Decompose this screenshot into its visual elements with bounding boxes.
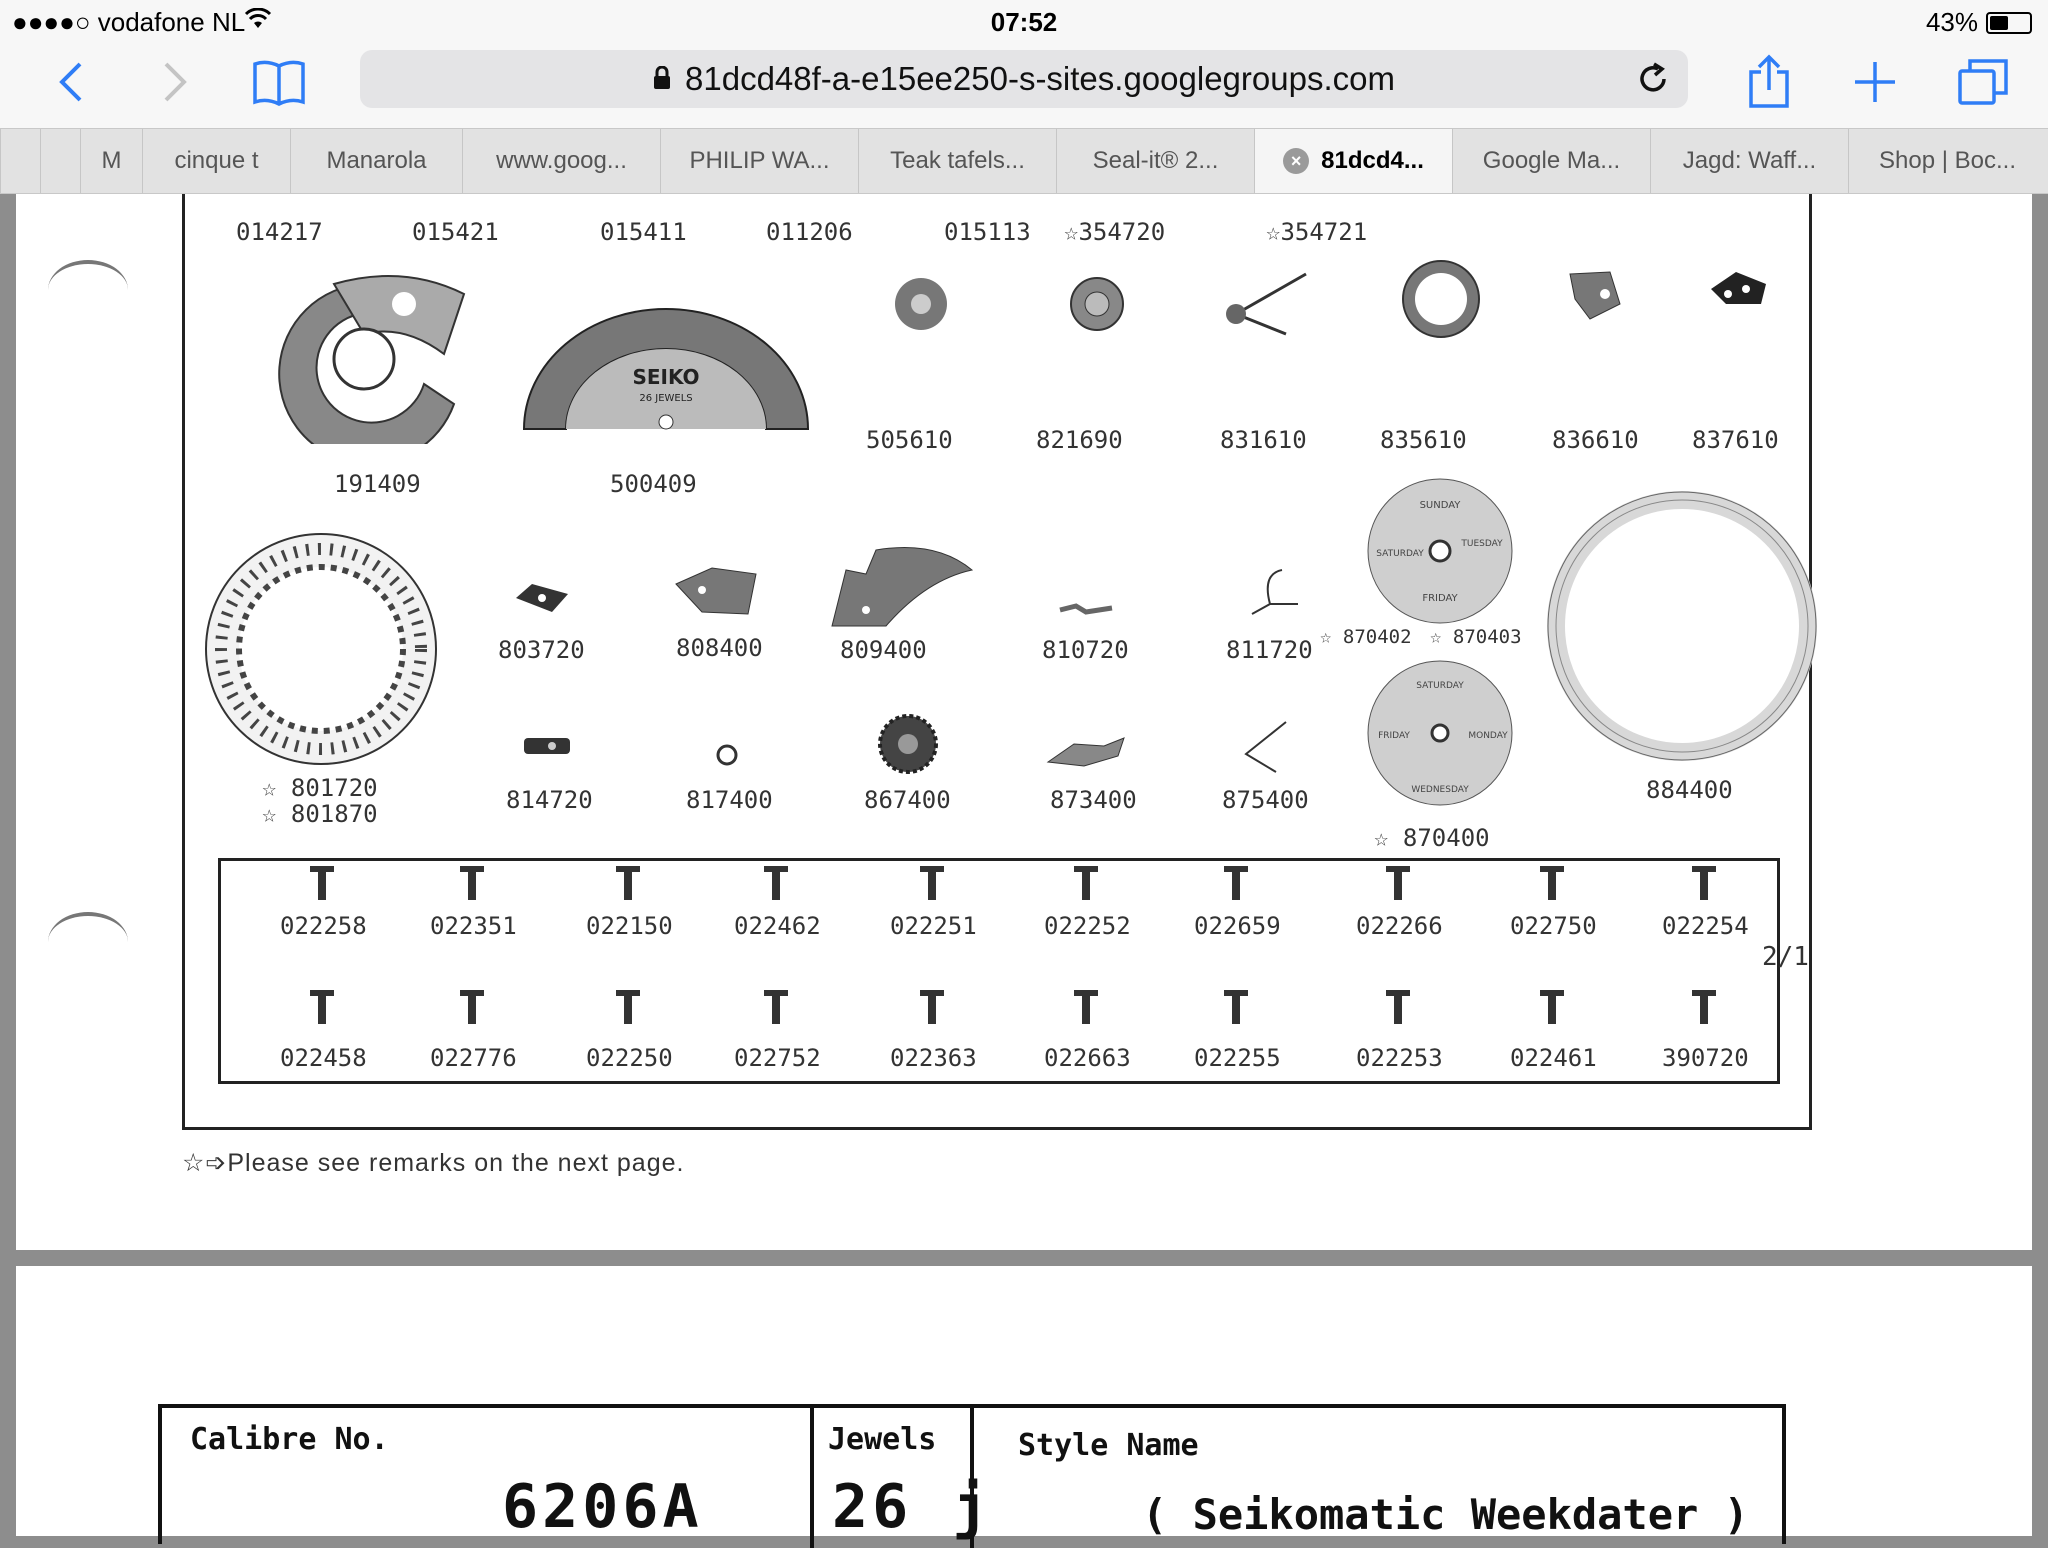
oscillating-weight-bridge [254, 264, 484, 444]
rivet-part [452, 860, 492, 904]
ring-plate [1396, 254, 1486, 344]
rivet-number: 022363 [890, 1044, 977, 1072]
tab-seal-it[interactable]: Seal-it® 2... [1056, 129, 1254, 193]
jewels-label: Jewels [828, 1422, 937, 1457]
address-bar[interactable] [360, 50, 1688, 108]
part-number: 814720 [506, 786, 593, 814]
part-number: 867400 [864, 786, 951, 814]
rivet-part [1378, 860, 1418, 904]
back-button[interactable] [36, 50, 106, 114]
jewels-value: 26 j [832, 1472, 993, 1542]
calibre-label: Calibre No. [190, 1422, 389, 1457]
angled-lever [1044, 732, 1128, 772]
rivet-number: 022458 [280, 1044, 367, 1072]
tabs-overview-button[interactable] [1948, 50, 2018, 114]
share-button[interactable] [1734, 50, 1804, 114]
small-ring [712, 740, 742, 770]
rivet-part [1684, 860, 1724, 904]
part-number: ☆354721 [1266, 218, 1368, 246]
rivet-part [608, 860, 648, 904]
svg-text:WEDNESDAY: WEDNESDAY [1411, 785, 1469, 795]
wire-spring [1242, 564, 1302, 624]
rivet-number: 022150 [586, 912, 673, 940]
reload-icon[interactable] [1636, 62, 1670, 104]
date-dial [196, 524, 446, 774]
wheel [1062, 274, 1132, 334]
binder-hole-mark [48, 912, 128, 972]
rivet-number: 022253 [1356, 1044, 1443, 1072]
rivet-number: 022254 [1662, 912, 1749, 940]
svg-text:SATURDAY: SATURDAY [1416, 681, 1464, 691]
url-text: 81dcd48f-a-e15ee250-s-sites.googlegroups.com [685, 60, 1395, 97]
rivet-number: 022351 [430, 912, 517, 940]
rivet-number: 022663 [1044, 1044, 1131, 1072]
battery-percent: 43% [1925, 7, 1978, 37]
rivet-part [1684, 984, 1724, 1028]
day-dial [1360, 658, 1520, 808]
page-marker: 2/1 [1762, 942, 1809, 972]
rivet-part [1378, 984, 1418, 1028]
part-number: 500409 [610, 470, 697, 498]
tab-pinned[interactable] [40, 129, 80, 193]
part-number: 884400 [1646, 776, 1733, 804]
part-number: ☆ 870402 [1320, 626, 1412, 648]
plate-lever [672, 564, 762, 620]
svg-text:FRIDAY: FRIDAY [1378, 731, 1410, 741]
gear-wheel [876, 712, 940, 776]
tab-teak[interactable]: Teak tafels... [858, 129, 1056, 193]
dial-ring [1542, 486, 1822, 766]
spring-lever [1216, 254, 1326, 344]
part-number: 821690 [1036, 426, 1123, 454]
book-icon [251, 58, 307, 106]
part-number: 809400 [840, 636, 927, 664]
tab-google-maps[interactable]: Google Ma... [1452, 129, 1650, 193]
forward-button[interactable] [140, 50, 210, 114]
close-tab-icon[interactable]: × [1283, 148, 1309, 174]
calibre-header-table [158, 1404, 1786, 1544]
part-number: 011206 [766, 218, 853, 246]
carrier-label: ●●●●○ vodafone NL [12, 7, 246, 37]
part-number: 835610 [1380, 426, 1467, 454]
part-number: 810720 [1042, 636, 1129, 664]
rivet-part [1532, 860, 1572, 904]
thin-spring [1056, 598, 1116, 618]
part-number: 014217 [236, 218, 323, 246]
rivet-part [756, 860, 796, 904]
battery-indicator [1926, 7, 2032, 38]
part-number: ☆ 870403 [1430, 626, 1522, 648]
rivet-part [1066, 860, 1106, 904]
plus-icon [1851, 58, 1899, 106]
rivet-part [912, 860, 952, 904]
part-number: 875400 [1222, 786, 1309, 814]
rotor-brand: SEIKO [632, 365, 700, 389]
part-number: ☆ 801870 [262, 800, 378, 828]
rotor-jewels: 26 JEWELS [639, 393, 693, 404]
calibre-value: 6206A [502, 1472, 703, 1542]
rivet-part [756, 984, 796, 1028]
bookmarks-button[interactable] [244, 50, 314, 114]
part-number: 191409 [334, 470, 421, 498]
svg-text:SUNDAY: SUNDAY [1419, 500, 1461, 511]
remarks-note: ☆➩Please see remarks on the next page. [182, 1149, 685, 1177]
rivet-number: 022752 [734, 1044, 821, 1072]
rivet-number: 022255 [1194, 1044, 1281, 1072]
part-number: ☆354720 [1064, 218, 1166, 246]
svg-text:SATURDAY: SATURDAY [1376, 549, 1424, 559]
part-number: 873400 [1050, 786, 1137, 814]
rivet-part [1216, 860, 1256, 904]
rivet-part [1532, 984, 1572, 1028]
rivet-part [608, 984, 648, 1028]
rivet-number: 022258 [280, 912, 367, 940]
style-name-label: Style Name [1018, 1428, 1199, 1463]
part-number: 505610 [866, 426, 953, 454]
tab-jagd[interactable]: Jagd: Waff... [1650, 129, 1848, 193]
tab-shop[interactable]: Shop | Boc... [1848, 129, 2046, 193]
part-number: 015421 [412, 218, 499, 246]
new-tab-button[interactable] [1840, 50, 1910, 114]
rivet-number: 022252 [1044, 912, 1131, 940]
wire-spring [1236, 718, 1296, 774]
tab-m[interactable]: M [80, 129, 142, 193]
binder-hole-mark [48, 260, 128, 320]
rivet-number: 022461 [1510, 1044, 1597, 1072]
tab-www-google[interactable]: www.goog... [462, 129, 660, 193]
rivet-number: 022776 [430, 1044, 517, 1072]
svg-text:MONDAY: MONDAY [1468, 731, 1508, 741]
battery-icon [1986, 12, 2032, 34]
small-block [522, 734, 572, 758]
svg-text:TUESDAY: TUESDAY [1461, 539, 1503, 549]
browser-toolbar [0, 40, 2048, 128]
part-number: 836610 [1552, 426, 1639, 454]
part-number: 837610 [1692, 426, 1779, 454]
part-number: 803720 [498, 636, 585, 664]
rivet-number: 022266 [1356, 912, 1443, 940]
rivet-number: 022750 [1510, 912, 1597, 940]
part-number: 831610 [1220, 426, 1307, 454]
rivet-number: 022659 [1194, 912, 1281, 940]
day-dial [1360, 476, 1520, 626]
part-number: 015113 [944, 218, 1031, 246]
part-number: ☆ 801720 [262, 774, 378, 802]
rivet-part [302, 984, 342, 1028]
svg-text:FRIDAY: FRIDAY [1422, 593, 1458, 604]
rivet-number: 390720 [1662, 1044, 1749, 1072]
share-icon [1747, 54, 1791, 110]
rivet-part [302, 860, 342, 904]
tab-philip[interactable]: PHILIP WA... [660, 129, 858, 193]
document-page [16, 1266, 2032, 1542]
clock: 07:52 [990, 7, 1058, 37]
rivet-number: 022251 [890, 912, 977, 940]
tabs-icon [1956, 57, 2010, 107]
part-number: 811720 [1226, 636, 1313, 664]
small-lever [512, 580, 572, 616]
chevron-right-icon [160, 60, 190, 104]
tab-manarola[interactable]: Manarola [290, 129, 462, 193]
document-page [16, 194, 2032, 1250]
tab-pinned[interactable] [0, 129, 40, 193]
rivet-part [1066, 984, 1106, 1028]
rotor [516, 304, 816, 434]
black-lever [1706, 264, 1776, 314]
chevron-left-icon [56, 60, 86, 104]
part-number: 808400 [676, 634, 763, 662]
rivet-number: 022250 [586, 1044, 673, 1072]
wide-lever [826, 540, 976, 630]
tab-bar [0, 128, 2048, 194]
rivet-part [912, 984, 952, 1028]
rivet-number: 022462 [734, 912, 821, 940]
status-bar [0, 0, 2048, 40]
small-lever [1560, 264, 1630, 324]
rivet-part [452, 984, 492, 1028]
part-number: ☆ 870400 [1374, 824, 1490, 852]
style-name-value: ( Seikomatic Weekdater ) [1142, 1490, 1749, 1539]
small-gear [886, 274, 956, 334]
lock-icon [653, 60, 671, 98]
rivet-part [1216, 984, 1256, 1028]
part-number: 015411 [600, 218, 687, 246]
part-number: 817400 [686, 786, 773, 814]
tab-active-81dcd4[interactable]: × 81dcd4... [1254, 129, 1452, 193]
tab-cinque[interactable]: cinque t [142, 129, 290, 193]
